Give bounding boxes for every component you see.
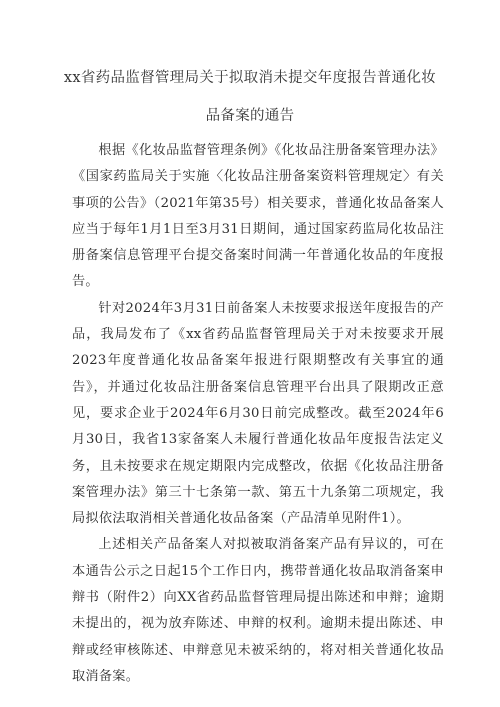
paragraph-rectification: 针对2024年3月31日前备案人未按要求报送年度报告的产品，我局发布了《xx省药品监督管理局关于对未按要求开展2023年度普通化妆品备案年报进行限期整改有关事宜的通告》，并通过化妆品注册备案信息管理平台出具了限期改正意见，要求企业于2024年6月30日前完成整改。截至2024年6月30日，我省13家备案人未履行普通化妆品年度报告法定义务，且未按要求在规定期限内完成整改，依据《化妆品注册备案管理办法》第三十七条第一款、第五十九条第二项规定，我局拟依法取消相关普通化妆品备案（产品清单见附件1）。	[72, 300, 444, 527]
document-title-line-2: 品备案的通告	[205, 108, 295, 124]
paragraph-legal-basis: 根据《化妆品监督管理条例》《化妆品注册备案管理办法》《国家药监局关于实施〈化妆品注册备案资料管理规定〉有关事项的公告》（2021年第35号）相关要求，普通化妆品备案人应当于每年1月1日至3月31日期间，通过国家药监局化妆品注册备案信息管理平台提交备案时间满一年普通化妆品的年度报告。	[72, 143, 444, 290]
document-title-line-1: xx省药品监督管理局关于拟取消未提交年度报告普通化妆	[63, 70, 437, 86]
paragraph-objection: 上述相关产品备案人对拟被取消备案产品有异议的，可在本通告公示之日起15个工作日内，携带普通化妆品取消备案申辩书（附件2）向XX省药品监督管理局提出陈述和申辩；逾期未提出的，视为放弃陈述、申辩的权利。逾期未提出陈述、申辩或经审核陈述、申辩意见未被采纳的，将对相关普通化妆品取消备案。	[72, 537, 444, 684]
document-body	[72, 138, 444, 690]
